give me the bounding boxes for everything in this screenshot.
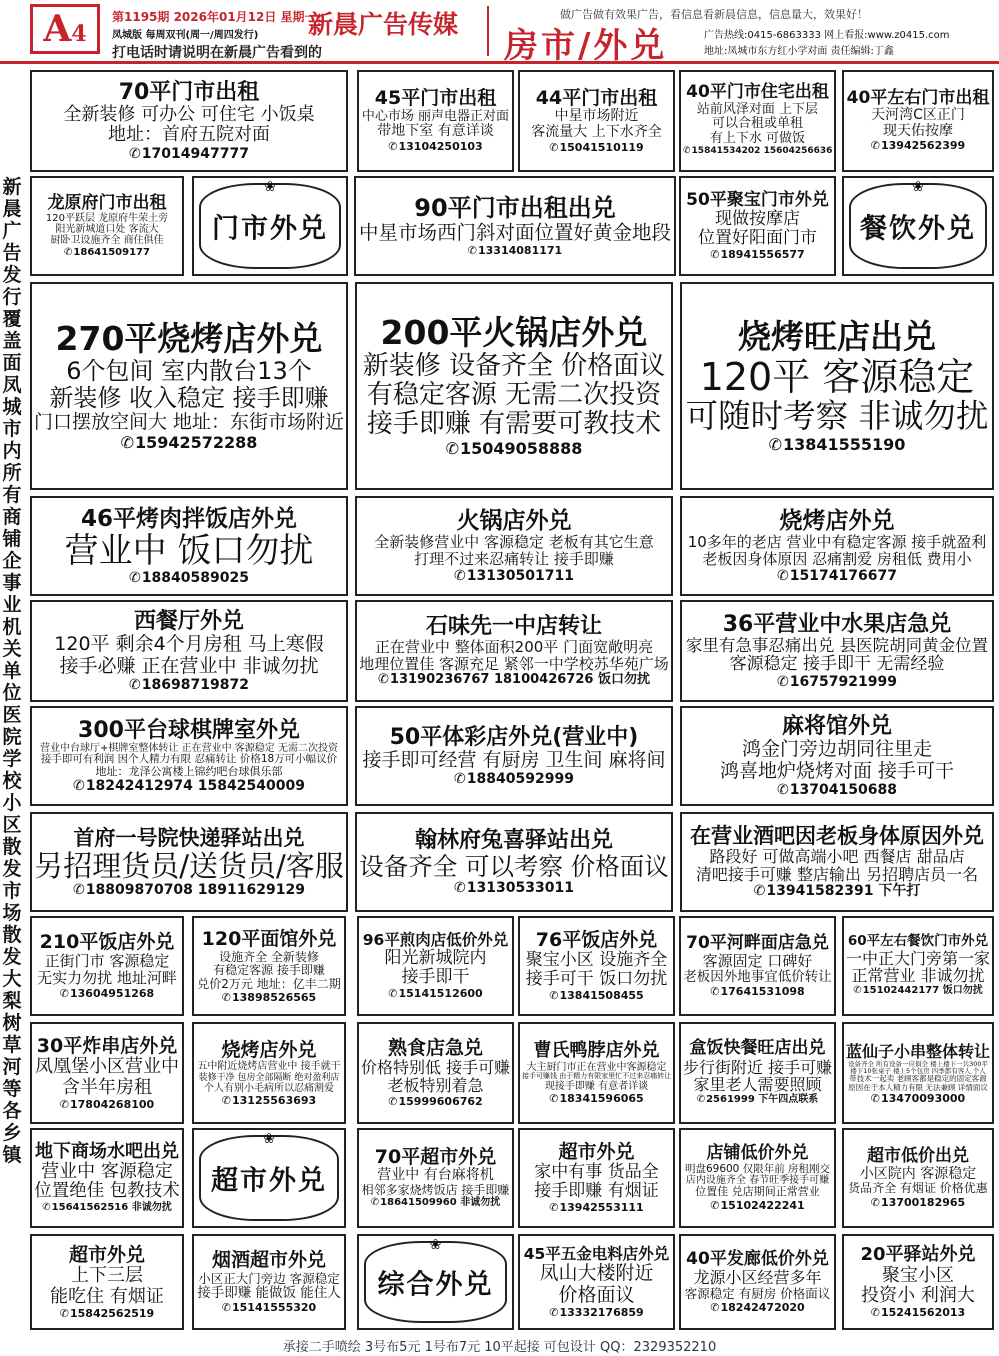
ad-body-line: 可以合租或单租 xyxy=(711,116,803,132)
ad-phone: ✆ 13314081171 xyxy=(358,244,672,257)
ad-body-line: 货品齐全 有烟证 价格优惠 xyxy=(848,1181,988,1196)
page-header xyxy=(0,0,999,64)
ad-phone: ✆ 13700182965 xyxy=(846,1196,990,1209)
ad-phone: ✆ 13470093000 xyxy=(846,1092,990,1105)
ad-title: 46平烤肉拌饭店外兑 xyxy=(80,505,297,532)
ad-box xyxy=(679,1022,836,1124)
ad-title: 36平营业中水果店急兑 xyxy=(722,611,952,637)
ad-title: 烧烤旺店出兑 xyxy=(738,317,936,356)
ad-box xyxy=(192,916,346,1016)
ad-body-line: 中星市场附近 xyxy=(554,108,639,125)
ad-title: 烧烤店外兑 xyxy=(221,1038,317,1061)
ad-body-line: 中心市场 丽声电器正对面 xyxy=(361,108,510,124)
ad-body-line: 营业中台球厅+棋牌室整体转让 正在营业中 客源稳定 无需二次投资 xyxy=(40,742,338,754)
ad-box xyxy=(357,916,514,1016)
ad-body-line: 阳光新城道口处 客流大 xyxy=(55,224,159,236)
ad-body-line: 有稳定客源 无需二次投资 xyxy=(366,380,662,411)
ad-body-line: 正在营业中 整体面积200平 门面宽敞明亮 xyxy=(374,637,654,656)
ad-box xyxy=(680,706,994,806)
ad-title: 石味先一中店转让 xyxy=(425,613,602,639)
ad-box xyxy=(680,496,994,596)
ornament-icon: ❀ xyxy=(264,179,276,195)
ad-body-line: 客源稳定 接手即干 无需经验 xyxy=(729,654,945,675)
ad-body-line: 营业中 饭口勿扰 xyxy=(64,530,314,571)
ad-phone: ✆ 15241562013 xyxy=(846,1306,990,1319)
ad-phone: ✆ 13190236767 18100426726 饭口勿扰 xyxy=(359,672,669,688)
ad-box xyxy=(30,70,348,172)
ad-body-line: 装修干净 包房全部隔断 绝对盈利店 xyxy=(198,1072,340,1083)
ad-body-line: 无实力勿扰 地址河畔 xyxy=(37,969,177,988)
ad-phone: ✆ 13104250103 xyxy=(361,140,510,153)
ad-body-line: 鸿喜地炉烧烤对面 接手可干 xyxy=(719,759,955,782)
ad-phone: ✆ 18698719872 xyxy=(34,677,344,694)
ad-title: 首府一号院快递驿站出兑 xyxy=(73,825,305,850)
ad-body-line: 鸿金门旁边胡同往里走 xyxy=(741,738,932,761)
ad-body-line: 现接手即赚 有意者详谈 xyxy=(544,1080,649,1092)
ad-box xyxy=(355,282,673,490)
contact-info: 广告热线:0415-6863333 网上看报:www.z0415.com xyxy=(704,30,950,41)
ad-phone: ✆ 18641509177 xyxy=(34,247,180,259)
ad-title: 店铺低价外兑 xyxy=(706,1143,809,1163)
ad-body-line: 接手即可经营 有厨房 卫生间 麻将间 xyxy=(362,748,666,771)
ad-phone: ✆ 13841508455 xyxy=(522,989,671,1002)
ad-body-line: 接手可赚钱 由于精力有限家里忙不过来忍痛转让 xyxy=(522,1071,672,1080)
ad-box xyxy=(518,70,675,172)
ad-body-line: 价格面议 xyxy=(558,1283,635,1306)
ad-title: 50平体彩店外兑(营业中) xyxy=(389,724,639,750)
motto: 做广告做有效果广告，看信息看新晨信息，信息量大，效果好！ xyxy=(560,8,868,21)
ornament-icon: ❀ xyxy=(912,179,924,195)
ad-body-line: 投资小 利润大 xyxy=(861,1284,975,1306)
ad-box xyxy=(518,916,675,1016)
ad-body-line: 接手即赚 能做饭 能住人 xyxy=(197,1284,341,1301)
ad-title: 70平门市出租 xyxy=(118,80,260,105)
ornament-icon: ❀ xyxy=(429,1237,442,1253)
ad-phone: ✆ 15842562519 xyxy=(34,1307,180,1320)
ad-phone: ✆ 16757921999 xyxy=(684,674,990,691)
ad-body-line: 带技术一起卖 老顾客都是稳定的固定客源 xyxy=(849,1074,987,1084)
ad-title: 盒饭快餐旺店出兑 xyxy=(689,1038,826,1058)
ad-box xyxy=(518,1234,675,1330)
ad-body-line: 客流量大 上下水齐全 xyxy=(531,124,662,141)
ad-phone: ✆ 13130533011 xyxy=(359,880,669,897)
ad-body-line: 地址：龙泽公寓楼上锦约吧台球俱乐部 xyxy=(95,764,283,778)
headline-text: 门市外兑 xyxy=(212,213,328,245)
ad-phone: ✆ 13898526565 xyxy=(196,991,342,1004)
ad-box xyxy=(355,706,673,806)
ad-box xyxy=(842,1128,994,1228)
issue-info: 第1195期 2026年01月12日 星期一 xyxy=(112,10,317,24)
ad-title: 40平发廊低价外兑 xyxy=(686,1248,829,1269)
ad-body-line: 家里老人需要照顾 xyxy=(693,1075,822,1095)
footer-notice: 承接二手喷绘 3号布5元 1号布7元 10平起接 可包设计 QQ：2329352210 xyxy=(282,1340,717,1355)
ad-body-line: 位置绝佳 包教技术 xyxy=(34,1181,180,1202)
ad-body-line: 含半年房租 xyxy=(62,1076,152,1098)
ad-body-line: 阳光新城院内 xyxy=(384,948,487,969)
ad-title: 曹氏鸭脖店外兑 xyxy=(533,1040,660,1061)
ad-title: 烟酒超市外兑 xyxy=(211,1249,326,1271)
ad-box xyxy=(679,916,836,1016)
ad-body-line: 上下三层 xyxy=(71,1265,143,1287)
ad-body-line: 家里有急事忍痛出兑 县医院胡同黄金位置 xyxy=(685,635,989,655)
ad-body-line: 相邻多家烧烤饭店 接手即赚 xyxy=(361,1183,510,1198)
ad-body-line: 老板特别着急 xyxy=(387,1076,484,1096)
ad-phone: ✆ 13604951268 xyxy=(34,987,180,1000)
ad-phone: ✆ 15041510119 xyxy=(522,141,671,154)
ad-box xyxy=(354,176,676,276)
ad-title: 翰林府兔喜驿站出兑 xyxy=(414,827,613,853)
ad-title: 300平台球棋牌室外兑 xyxy=(78,717,300,743)
ad-phone: ✆ 18341596065 xyxy=(522,1092,671,1105)
ad-body-line: 路段好 可做高端小吧 西餐店 甜品店 xyxy=(709,846,965,866)
ad-box xyxy=(30,176,184,276)
ad-body-line: 打理不过来忍痛转让 接手即赚 xyxy=(414,549,614,568)
ad-phone: ✆ 15942572288 xyxy=(34,433,344,452)
ad-box xyxy=(680,282,994,490)
ad-phone: ✆ 15141512600 xyxy=(361,987,510,1000)
ad-body-line: 接手必赚 正在营业中 非诚勿扰 xyxy=(59,654,319,677)
ad-body-line: 营业中 客源稳定 xyxy=(41,1161,173,1183)
ad-box xyxy=(30,916,184,1016)
ad-box xyxy=(30,1022,184,1124)
ad-phone: ✆ 15174176677 xyxy=(684,568,990,585)
ad-title: 45平五金电料店外兑 xyxy=(523,1244,670,1263)
ad-phone: ✆ 18641509960 非诚勿扰 xyxy=(361,1197,510,1209)
ad-title: 270平烧烤店外兑 xyxy=(55,319,323,358)
ad-box xyxy=(192,1234,346,1330)
ad-phone: ✆ 2561999 下午四点联系 xyxy=(683,1094,832,1106)
ad-phone: ✆ 18242412974 15842540009 xyxy=(34,778,344,795)
ad-box xyxy=(679,1234,836,1330)
ad-box xyxy=(30,282,348,490)
ad-box xyxy=(518,1022,675,1124)
ad-box xyxy=(842,70,994,172)
ad-box xyxy=(518,1128,675,1228)
ad-title: 龙原府门市出租 xyxy=(47,192,167,213)
header-divider xyxy=(487,6,489,56)
section-headline xyxy=(357,1234,514,1330)
headline-text: 餐饮外兑 xyxy=(860,213,976,245)
ad-box xyxy=(355,496,673,596)
ad-body-line: 大主厨门市正在营业中客源稳定 xyxy=(526,1061,667,1073)
ad-box xyxy=(680,812,994,912)
ad-title: 96平煎肉店低价外兑 xyxy=(362,930,509,949)
ad-body-line: 全新装修营业中 客源稳定 老板有其它生意 xyxy=(374,532,654,551)
ad-body-line: 聚宝小区 设施齐全 xyxy=(525,950,668,971)
ad-body-line: 站前风泽对面 上下层 xyxy=(696,101,819,117)
ad-body-line: 接手即可有利润 因个人精力有限 忍痛转让 价格18万可小幅议价 xyxy=(40,752,338,765)
ad-phone: ✆ 13125563693 xyxy=(196,1094,342,1107)
ad-body-line: 有稳定客源 接手即赚 xyxy=(213,963,325,978)
ad-body-line: 新装修 设备齐全 价格面议 xyxy=(362,350,666,381)
brand-name: 新晨广告传媒 xyxy=(308,10,459,39)
edition-info: 凤城版 每周双刊(周一/周四发行) xyxy=(112,30,259,41)
ad-phone: ✆ 18840589025 xyxy=(34,570,344,587)
ad-title: 200平火锅店外兑 xyxy=(380,313,648,352)
ad-title: 120平面馆外兑 xyxy=(201,928,337,950)
ad-body-line: 带地下室 有意详谈 xyxy=(377,123,494,140)
ad-box xyxy=(679,176,836,276)
ad-title: 超市外兑 xyxy=(558,1140,635,1163)
ad-phone: ✆ 15049058888 xyxy=(359,439,669,458)
ad-phone: ✆ 15102422241 xyxy=(683,1199,832,1212)
ad-phone: ✆ 15999606762 xyxy=(361,1095,510,1108)
ad-body-line: 120平 剩余4个月房租 马上寒假 xyxy=(54,633,324,656)
ad-phone: ✆ 13130501711 xyxy=(359,568,669,585)
ad-box xyxy=(842,1022,994,1124)
ad-body-line: 天河湾C区正门 xyxy=(871,107,965,124)
ad-body-line: 老板因身体原因 忍痛割爱 房租低 费用小 xyxy=(702,549,972,568)
ad-title: 蓝仙子小串整体转让 xyxy=(846,1041,991,1061)
ad-body-line: 正常营业 非诚勿扰 xyxy=(851,966,985,986)
section-headline xyxy=(842,176,994,276)
ad-title: 西餐厅外兑 xyxy=(133,609,244,634)
ad-body-line: 店内设施齐全 春节旺季接手可赚 xyxy=(685,1175,830,1187)
ad-body-line: 接手即赚 有烟证 xyxy=(534,1181,659,1202)
ad-phone: ✆ 18941556577 xyxy=(683,248,832,261)
ad-body-line: 新装修 收入稳定 接手即赚 xyxy=(49,383,329,412)
ad-body-line: 老板因外地事宜低价转让 xyxy=(683,968,832,985)
ad-body-line: 龙源小区经营多年 xyxy=(693,1268,822,1288)
ad-body-line: 地理位置佳 客源充足 紧邻一中学校苏华苑广场 xyxy=(359,654,669,673)
ad-phone: ✆ 13704150688 xyxy=(684,782,990,799)
ad-box xyxy=(30,496,348,596)
ad-box xyxy=(355,600,673,702)
ad-title: 70平超市外兑 xyxy=(374,1145,497,1168)
ad-body-line: 正街门市 客源稳定 xyxy=(44,952,170,971)
ad-body-line: 现做按摩店 xyxy=(715,209,800,230)
page-number-logo: A4 xyxy=(30,4,100,54)
ad-body-line: 全新装修 可办公 可住宅 小饭桌 xyxy=(63,104,315,126)
ad-body-line: 位置佳 兑店期间正常营业 xyxy=(695,1185,820,1199)
ad-body-line: 价格特别低 接手可赚 xyxy=(361,1058,511,1078)
ad-box xyxy=(357,70,514,172)
ad-phone: ✆ 15641562516 非诚勿扰 xyxy=(34,1202,180,1214)
ad-body-line: 120平跃层 龙原府牛荣土旁 xyxy=(45,213,169,225)
ad-title: 30平炸串店外兑 xyxy=(36,1034,178,1057)
ad-body-line: 家中有事 货品全 xyxy=(534,1162,659,1183)
ad-title: 40平左右门市出租 xyxy=(846,87,990,108)
ad-box xyxy=(355,812,673,912)
ad-body-line: 接手即赚 有需要可教技术 xyxy=(366,409,662,440)
ad-title: 70平河畔面店急兑 xyxy=(686,932,829,953)
ad-box xyxy=(30,1128,184,1228)
ad-body-line: 可随时考察 非诚勿扰 xyxy=(685,397,989,436)
ad-phone: ✆ 17804268100 xyxy=(34,1098,180,1111)
ad-body-line: 120平 客源稳定 xyxy=(699,354,975,399)
ad-body-line: 10多年的老店 营业中有稳定客源 接手就盈利 xyxy=(687,532,987,551)
ad-title: 地下商场水吧出兑 xyxy=(35,1140,179,1162)
ad-body-line: 设施齐全 全新装修 xyxy=(219,949,319,964)
ad-title: 在营业酒吧因老板身体原因外兑 xyxy=(690,823,984,848)
ad-phone: ✆ 17014947777 xyxy=(34,146,344,163)
ad-box xyxy=(842,1234,994,1330)
ad-body-line: 厨卧卫设施齐全 商住俱佳 xyxy=(50,235,164,247)
ad-phone: ✆ 18840592999 xyxy=(359,771,669,788)
ad-body-line: 个人有别小毛病所以忍痛割爱 xyxy=(204,1082,334,1094)
ad-title: 44平门市出租 xyxy=(535,86,658,109)
ad-body-line: 门口摆放空间大 地址：东街市场附近 xyxy=(34,410,345,433)
ad-body-line: 客源稳定 有厨房 价格面议 xyxy=(684,1285,831,1301)
sidebar-coverage-text: 新晨广告发行覆盖面凤城市内所有商铺企事业机关单位医院学校小区散发市场散发大梨树草河等各乡镇 xyxy=(2,176,22,1166)
ad-phone: ✆ 13942562399 xyxy=(846,139,990,152)
ad-phone: ✆ 18809870708 18911629129 xyxy=(34,882,344,899)
ad-body-line: 凤凰堡小区营业中 xyxy=(35,1056,179,1078)
ad-title: 火锅店外兑 xyxy=(456,507,572,534)
ad-phone: ✆ 13332176859 xyxy=(522,1306,671,1319)
ad-title: 超市低价出兑 xyxy=(867,1146,969,1166)
ad-box xyxy=(680,600,994,702)
ad-body-line: 接手可干 饭口勿扰 xyxy=(525,969,668,990)
ad-title: 麻将馆外兑 xyxy=(781,714,892,739)
headline-text: 超市外兑 xyxy=(211,1165,327,1197)
ad-body-line: 设备齐全 所有设备一应俱全 楼上楼下一共300平 xyxy=(847,1059,989,1068)
ad-body-line: 一中正大门旁第一家 xyxy=(846,948,991,968)
ad-box xyxy=(842,916,994,1016)
section-headline xyxy=(192,176,348,276)
ad-box xyxy=(679,70,836,172)
ad-body-line: 中星市场西门斜对面位置好黄金地段 xyxy=(358,221,671,245)
ad-title: 20平驿站外兑 xyxy=(860,1244,976,1265)
ad-body-line: 有上下水 可做饭 xyxy=(709,130,806,146)
ad-phone: ✆ 15102442177 饭口勿扰 xyxy=(846,985,990,997)
ad-title: 210平饭店外兑 xyxy=(39,930,175,953)
ad-body-line: 楼下10张桌子 楼上5个包房 四季都有客人 个人 xyxy=(850,1067,986,1076)
ad-body-line: 6个包间 室内散台13个 xyxy=(66,356,312,385)
ad-body-line: 凤山大楼附近 xyxy=(539,1262,654,1285)
headline-text: 综合外兑 xyxy=(377,1269,494,1301)
section-title: 房市/外兑 xyxy=(504,26,668,66)
address-info: 地址:凤城市东方红小学对面 责任编辑:丁鑫 xyxy=(704,46,894,57)
ad-body-line: 另招理货员/送货员/客服 xyxy=(34,848,344,883)
ad-body-line: 现天佑按摩 xyxy=(883,122,953,139)
ad-title: 40平门市住宅出租 xyxy=(686,82,829,102)
ad-title: 50平聚宝门市外兑 xyxy=(686,189,829,210)
ad-body-line: 客源固定 口碑好 xyxy=(702,952,813,971)
ad-box xyxy=(192,1022,346,1124)
ad-box xyxy=(679,1128,836,1228)
ad-phone: ✆ 13942553111 xyxy=(522,1201,671,1214)
ad-phone: ✆ 13841555190 xyxy=(684,435,990,454)
ad-phone: ✆ 17641531098 xyxy=(683,985,832,998)
ad-box xyxy=(30,1234,184,1330)
ad-phone: ✆ 15841534202 15604256636 xyxy=(683,146,832,157)
ad-title: 烧烤店外兑 xyxy=(779,507,895,534)
ad-box xyxy=(30,812,348,912)
ad-body-line: 接手即干 xyxy=(401,967,470,988)
ad-body-line: 清吧接手可赚 整店输出 另招聘店员一名 xyxy=(695,864,979,884)
ad-title: 45平门市出租 xyxy=(374,87,497,109)
ad-box xyxy=(357,1022,514,1124)
slogan: 打电话时请说明在新晨广告看到的 xyxy=(112,45,322,61)
ad-box xyxy=(357,1128,514,1228)
ad-title: 76平饭店外兑 xyxy=(535,928,658,951)
ad-body-line: 营业中 有台麻将机 xyxy=(377,1167,494,1184)
ad-body-line: 能吃住 有烟证 xyxy=(50,1285,164,1307)
ad-box xyxy=(30,706,348,806)
section-headline xyxy=(192,1128,346,1228)
ad-box xyxy=(30,600,348,702)
ad-body-line: 步行街附近 接手可赚 xyxy=(683,1057,833,1077)
ad-body-line: 五中附近烧烤店营业中 接手就干 xyxy=(197,1061,341,1073)
ad-body-line: 兑价2万元 地址：亿丰二期 xyxy=(197,976,341,991)
ad-body-line: 位置好阳面门市 xyxy=(698,228,817,249)
ad-body-line: 聚宝小区 xyxy=(882,1264,954,1286)
ad-title: 超市外兑 xyxy=(68,1243,145,1266)
ad-title: 60平左右餐饮门市外兑 xyxy=(847,933,989,949)
ad-body-line: 原因在于本人精力有限 无法兼顾 详情面议 xyxy=(848,1082,988,1092)
ad-phone: ✆ 18242472020 xyxy=(683,1301,832,1314)
ad-title: 90平门市出租出兑 xyxy=(414,193,616,222)
ad-body-line: 设备齐全 可以考察 价格面议 xyxy=(359,851,669,881)
ad-phone: ✆ 13941582391 下午打 xyxy=(684,883,990,900)
ad-body-line: 明盘69600 仅限年前 房租刚交 xyxy=(684,1162,831,1175)
ad-body-line: 小区院内 客源稳定 xyxy=(859,1165,977,1182)
ad-title: 熟食店急兑 xyxy=(387,1036,483,1059)
ad-body-line: 小区正大门旁边 客源稳定 xyxy=(198,1270,340,1286)
ad-phone: ✆ 15141555320 xyxy=(196,1301,342,1314)
ornament-icon: ❀ xyxy=(263,1131,275,1147)
ad-body-line: 地址：首府五院对面 xyxy=(108,124,270,146)
